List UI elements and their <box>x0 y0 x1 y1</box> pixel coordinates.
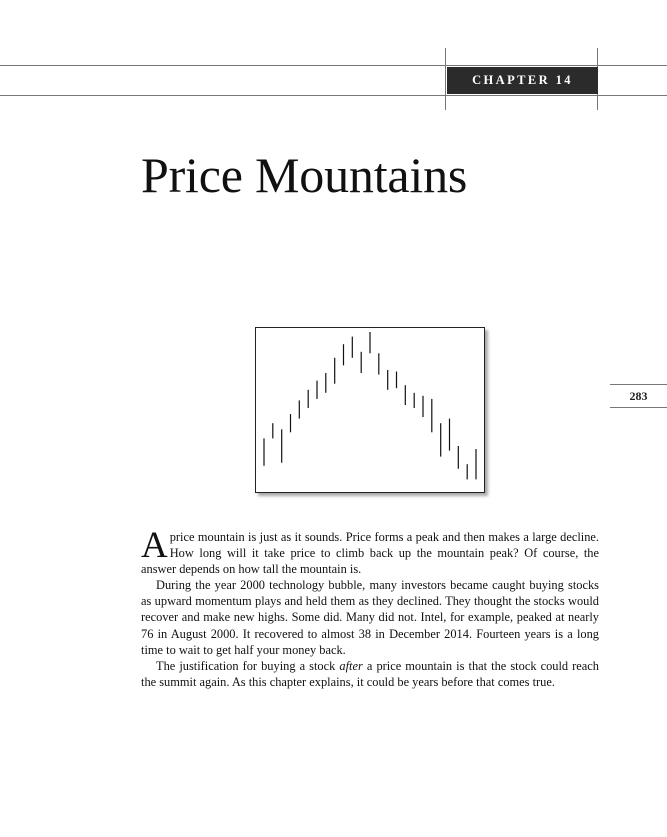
price-mountain-figure <box>255 327 485 493</box>
paragraph-1 <box>141 525 599 577</box>
chapter-label: CHAPTER 14 <box>447 67 598 94</box>
header-rule-top <box>0 65 667 66</box>
drop-cap: A <box>141 525 168 566</box>
page-number-rule-bottom <box>610 407 667 408</box>
chapter-title: Price Mountains <box>141 147 468 203</box>
paragraph-1-text: price mountain is just as it sounds. Price forms a peak and then makes a large decline. How long will it take price to climb back up the mountain peak? Of course, the answer depends on how tall the mountain is. <box>141 530 599 577</box>
paragraph-3-before: The justification for buying a stock <box>156 658 340 673</box>
paragraph-3-emphasis: after <box>339 658 363 673</box>
body-text <box>141 525 599 690</box>
header-tick-left <box>445 48 446 110</box>
header-rule-bottom <box>0 95 667 96</box>
paragraph-2: During the year 2000 technology bubble, many investors became caught buying stocks as upward momentum plays and held them as they declined. They thought the stocks would recover and make new highs. Some did. Many did not. Intel, for example, peaked at nearly 76 in August 2000. It recovered to almost 38 in December 2014. Fourteen years is a long time to wait to get half your money back. <box>141 578 599 657</box>
page-number-rule-top <box>610 384 667 385</box>
paragraph-3 <box>141 658 599 690</box>
price-bars-chart <box>256 328 484 492</box>
page-number: 283 <box>629 389 648 403</box>
paragraph-3-after: a price mountain is that the stock could reach the summit again. As this chapter explains, it could be years before that comes true. <box>141 658 599 689</box>
